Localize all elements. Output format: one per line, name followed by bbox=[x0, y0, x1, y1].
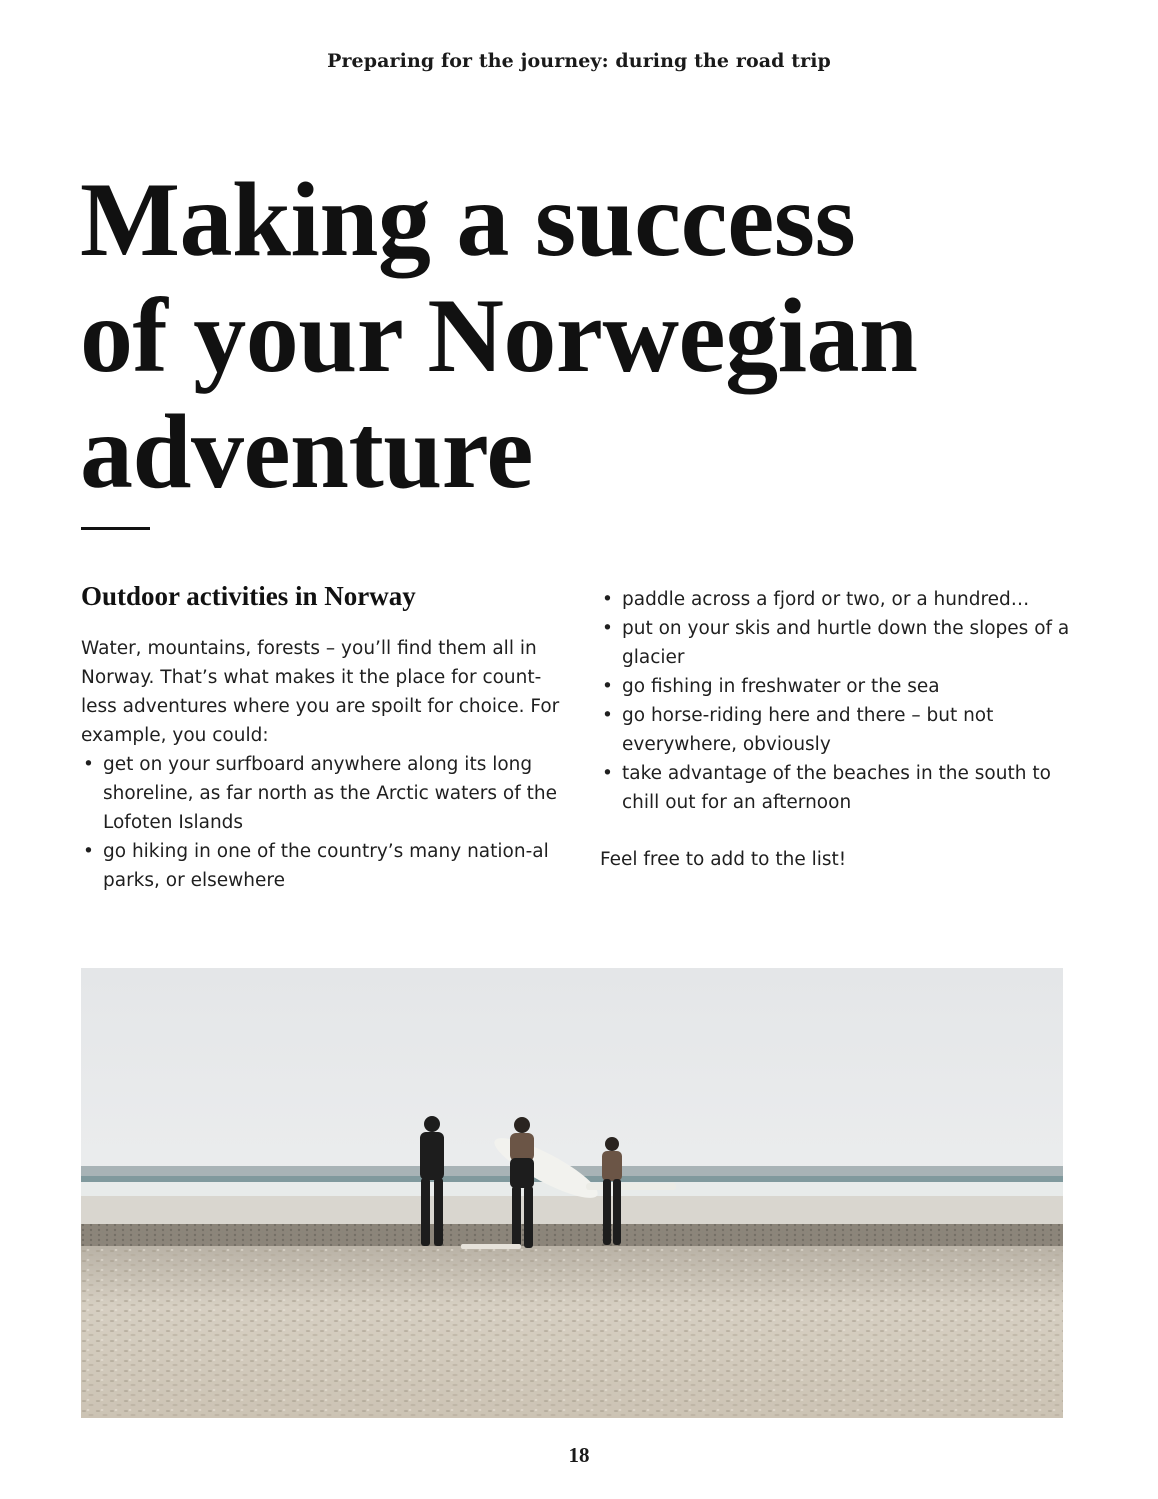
list-item: • go fishing in freshwater or the sea bbox=[600, 672, 1080, 701]
surfboard bbox=[586, 1183, 676, 1190]
activity-list-right bbox=[600, 585, 1080, 817]
list-item: • go horse-riding here and there – but not everywhere, obviously bbox=[600, 701, 1080, 759]
list-item: • take advantage of the beaches in the south to chill out for an afternoon bbox=[600, 759, 1080, 817]
list-item: • put on your skis and hurtle down the slopes of a glacier bbox=[600, 614, 1080, 672]
running-header: Preparing for the journey: during the road trip bbox=[327, 50, 831, 72]
title-divider bbox=[81, 527, 150, 530]
wet-sand bbox=[81, 1196, 1063, 1224]
page-number: 18 bbox=[568, 1443, 590, 1467]
title-line: adventure bbox=[80, 393, 533, 510]
intro-paragraph: Water, mountains, forests – you’ll find them all in Norway. That’s what makes it the place for count-less adventures where you are spoilt for choice. For example, you could: bbox=[81, 638, 560, 746]
surfboard-on-sand bbox=[461, 1244, 521, 1249]
list-item: • get on your surfboard anywhere along its long shoreline, as far north as the Arctic waters of the Lofoten Islands bbox=[81, 750, 561, 837]
left-column bbox=[81, 578, 561, 895]
list-item: • go hiking in one of the country’s many nation-al parks, or elsewhere bbox=[81, 837, 561, 895]
beach-surfers-photo bbox=[81, 968, 1063, 1418]
list-item: • paddle across a fjord or two, or a hundred… bbox=[600, 585, 1080, 614]
page-title bbox=[80, 162, 1080, 510]
left-body bbox=[81, 634, 561, 895]
title-line: Making a success bbox=[80, 161, 856, 278]
activity-list-left bbox=[81, 750, 561, 895]
closing-line: Feel free to add to the list! bbox=[600, 849, 847, 870]
title-line: of your Norwegian bbox=[80, 277, 918, 394]
right-column bbox=[600, 585, 1080, 874]
section-heading: Outdoor activities in Norway bbox=[81, 581, 416, 611]
